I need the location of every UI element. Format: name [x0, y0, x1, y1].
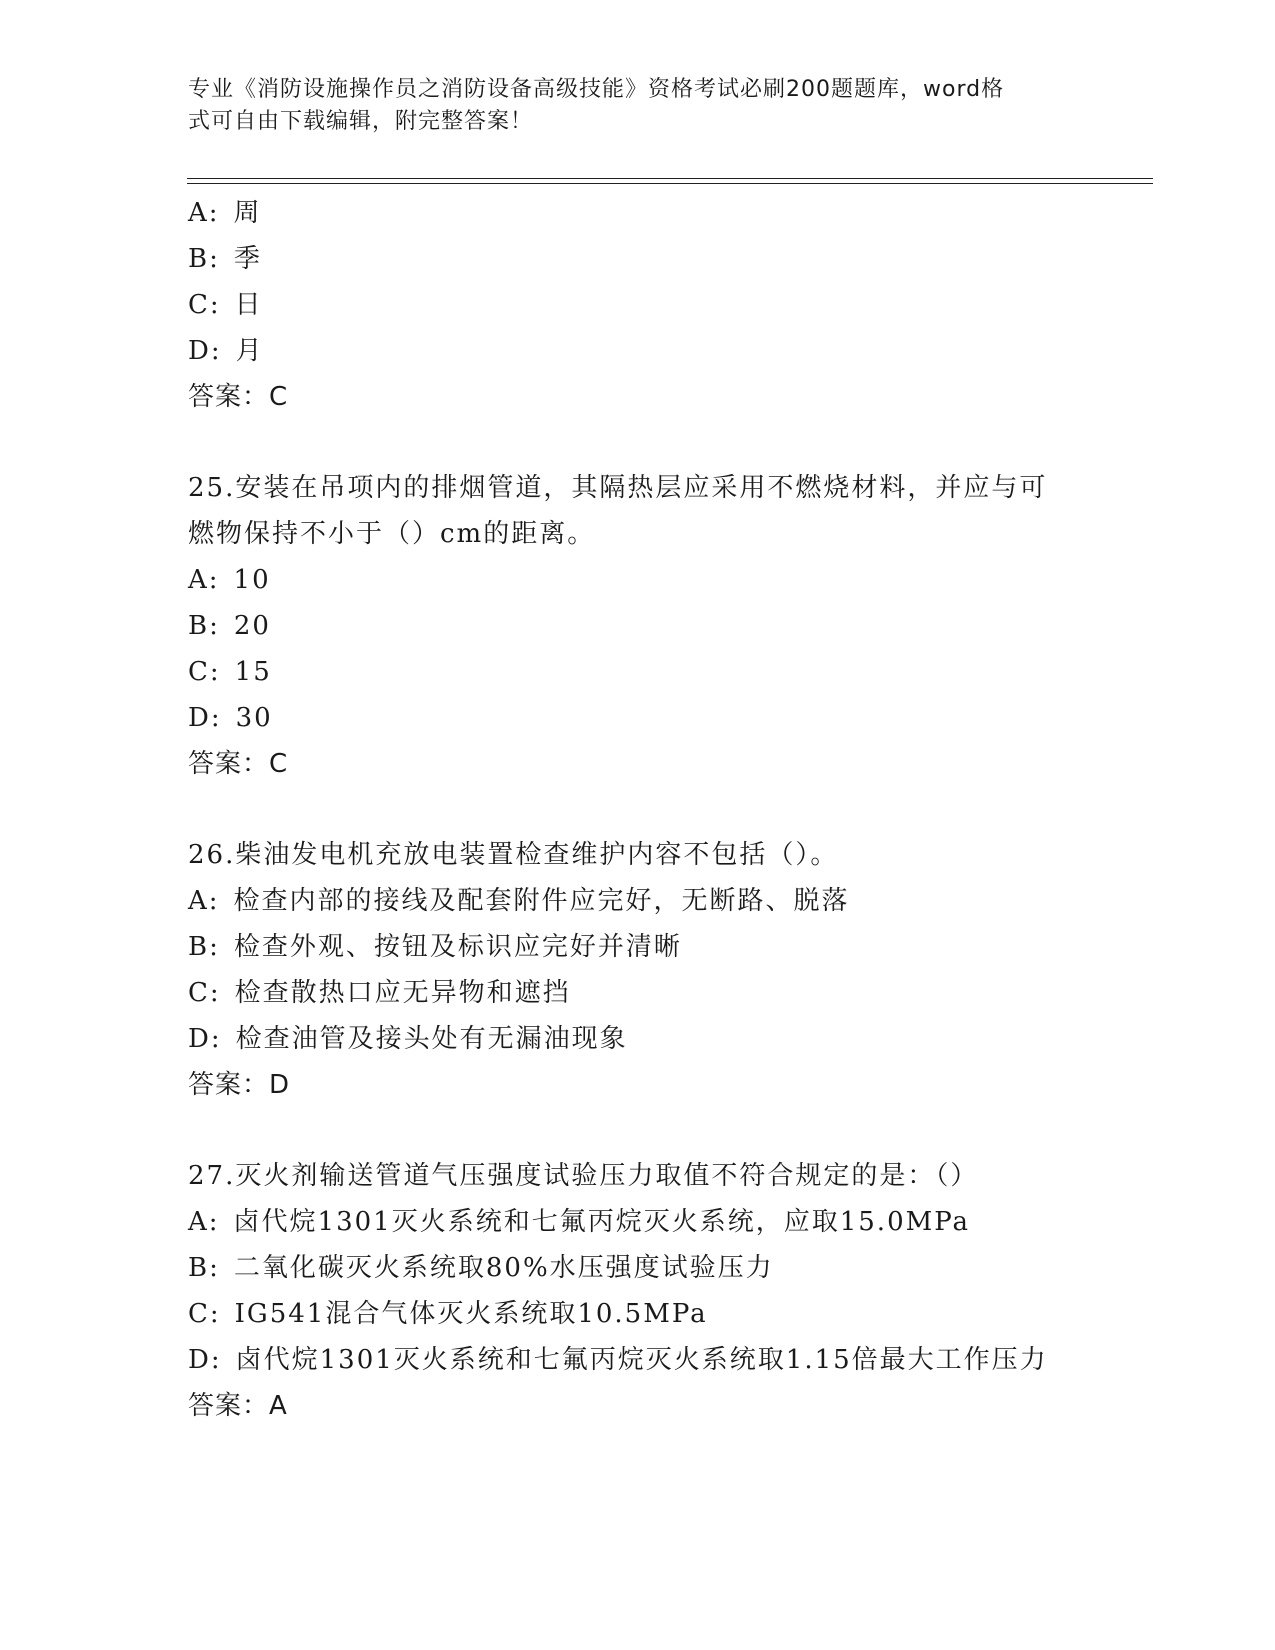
option-a: [188, 1199, 1088, 1245]
option-text: 卤代烷1301灭火系统和七氟丙烷灭火系统取1.15倍最大工作压力: [235, 1345, 1048, 1375]
option-c: [188, 970, 1088, 1016]
spacer: [188, 1108, 1088, 1153]
option-label: C:: [188, 290, 221, 320]
option-label: A:: [188, 565, 220, 595]
option-b: [188, 1245, 1088, 1291]
option-label: B:: [188, 611, 220, 641]
option-label: B:: [188, 1253, 220, 1283]
option-d: [188, 328, 1088, 374]
option-label: D:: [188, 1345, 222, 1375]
option-text: 检查散热口应无异物和遮挡: [234, 978, 571, 1008]
header-line-1: 专业《消防设施操作员之消防设备高级技能》资格考试必刷200题题库，word格: [188, 77, 1005, 102]
spacer: [188, 420, 1088, 465]
option-label: A:: [188, 198, 220, 228]
option-label: B:: [188, 932, 220, 962]
option-b: [188, 236, 1088, 282]
option-label: D:: [188, 703, 222, 733]
option-text: 检查外观、按钮及标识应完好并清晰: [233, 932, 682, 962]
option-text: 10: [233, 565, 271, 595]
option-d: [188, 695, 1088, 741]
option-text: 检查内部的接线及配套附件应完好，无断路、脱落: [233, 886, 850, 916]
option-text: 日: [234, 290, 263, 320]
question-text-line: 25.安装在吊项内的排烟管道，其隔热层应采用不燃烧材料，并应与可: [188, 473, 1048, 503]
option-a: [188, 557, 1088, 603]
option-text: 二氧化碳灭火系统取80%水压强度试验压力: [233, 1253, 774, 1283]
option-c: [188, 1291, 1088, 1337]
header-divider-top: [187, 178, 1153, 179]
option-c: [188, 282, 1088, 328]
option-a: [188, 878, 1088, 924]
header-line-2: 式可自由下载编辑，附完整答案！: [188, 109, 534, 134]
option-c: [188, 649, 1088, 695]
option-d: [188, 1337, 1088, 1383]
question-text-line: 26.柴油发电机充放电装置检查维护内容不包括（）。: [188, 840, 839, 870]
header-divider-bottom: [187, 183, 1153, 184]
option-label: D:: [188, 336, 222, 366]
option-text: 30: [235, 703, 273, 733]
option-text: 检查油管及接头处有无漏油现象: [235, 1024, 628, 1054]
option-text: IG541混合气体灭火系统取10.5MPa: [234, 1299, 708, 1329]
option-label: C:: [188, 978, 221, 1008]
question-block-partial: [188, 190, 1088, 420]
answer-line: 答案：C: [188, 382, 289, 412]
option-label: C:: [188, 657, 221, 687]
option-label: A:: [188, 886, 220, 916]
option-a: [188, 190, 1088, 236]
answer-line: 答案：D: [188, 1070, 291, 1100]
document-header: [188, 74, 1068, 138]
question-block-27: [188, 1153, 1088, 1429]
option-label: D:: [188, 1024, 222, 1054]
option-text: 周: [233, 198, 262, 228]
option-text: 20: [233, 611, 271, 641]
option-text: 卤代烷1301灭火系统和七氟丙烷灭火系统，应取15.0MPa: [233, 1207, 971, 1237]
option-text: 月: [235, 336, 264, 366]
question-block-25: [188, 465, 1088, 787]
question-text-line: 燃物保持不小于（）cm的距离。: [188, 519, 596, 549]
option-text: 15: [234, 657, 272, 687]
option-b: [188, 603, 1088, 649]
option-label: B:: [188, 244, 220, 274]
option-label: C:: [188, 1299, 221, 1329]
option-b: [188, 924, 1088, 970]
question-text-line: 27.灭火剂输送管道气压强度试验压力取值不符合规定的是：（）: [188, 1161, 979, 1191]
answer-line: 答案：C: [188, 749, 289, 779]
option-text: 季: [233, 244, 262, 274]
question-list: [188, 190, 1088, 1429]
answer-line: 答案：A: [188, 1391, 288, 1421]
option-label: A:: [188, 1207, 220, 1237]
option-d: [188, 1016, 1088, 1062]
question-block-26: [188, 832, 1088, 1108]
spacer: [188, 787, 1088, 832]
